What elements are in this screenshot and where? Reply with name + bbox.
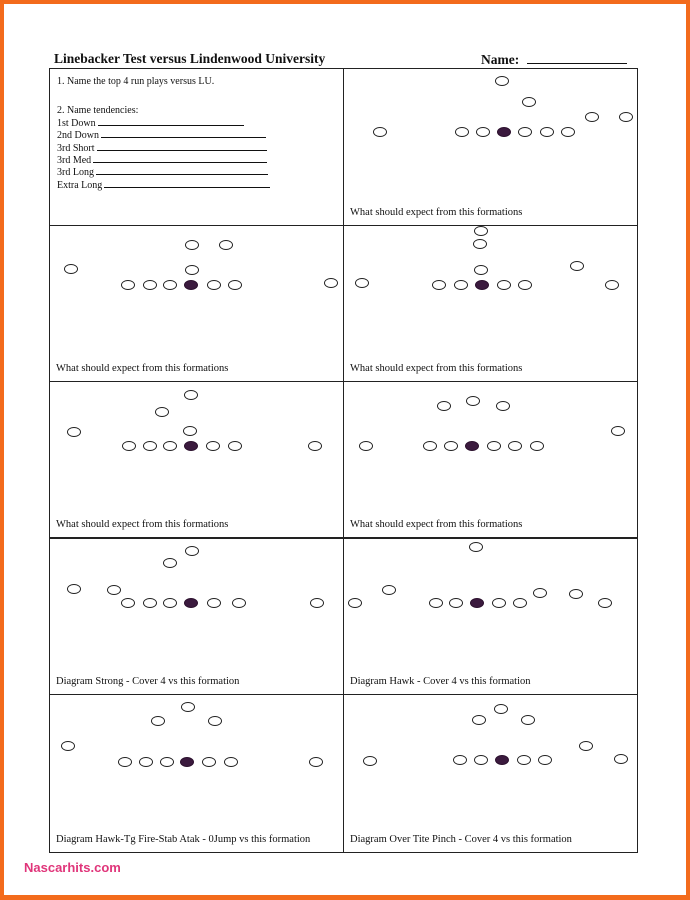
player-marker: [570, 261, 584, 271]
formation-cell-7: [344, 539, 637, 696]
player-marker: [208, 716, 222, 726]
cell-caption: Diagram Hawk - Cover 4 vs this formation: [350, 676, 531, 688]
player-marker: [585, 112, 599, 122]
player-marker: [513, 598, 527, 608]
player-marker: [143, 598, 157, 608]
player-marker: [487, 441, 501, 451]
player-marker: [207, 280, 221, 290]
player-marker: [476, 127, 490, 137]
tendency-label: 3rd Short: [57, 142, 95, 154]
center-marker: [465, 441, 479, 451]
player-marker: [497, 280, 511, 290]
player-marker: [522, 97, 536, 107]
player-marker: [605, 280, 619, 290]
player-marker: [118, 757, 132, 767]
tendency-label: 3rd Long: [57, 167, 94, 179]
player-marker: [495, 76, 509, 86]
formation-grid: [49, 68, 638, 853]
player-marker: [185, 265, 199, 275]
formation-cell-1: [344, 69, 637, 226]
player-marker: [538, 755, 552, 765]
player-marker: [611, 426, 625, 436]
player-marker: [163, 441, 177, 451]
player-marker: [185, 240, 199, 250]
player-marker: [143, 441, 157, 451]
center-marker: [184, 441, 198, 451]
formation-cell-5: [344, 382, 637, 539]
formation-cell-2: [50, 226, 344, 383]
player-marker: [474, 755, 488, 765]
cell-caption: Diagram Hawk-Tg Fire-Stab Atak - 0Jump vs this formation: [56, 834, 311, 845]
player-marker: [473, 239, 487, 249]
cell-caption: Diagram Over Tite Pinch - Cover 4 vs this formation: [350, 834, 572, 845]
player-marker: [143, 280, 157, 290]
player-marker: [206, 441, 220, 451]
player-marker: [533, 588, 547, 598]
player-marker: [619, 112, 633, 122]
player-marker: [569, 589, 583, 599]
player-marker: [183, 426, 197, 436]
name-label: Name:: [481, 52, 523, 67]
question-1: 1. Name the top 4 run plays versus LU.: [57, 76, 215, 87]
cell-caption: Diagram Strong - Cover 4 vs this formation: [56, 676, 240, 688]
player-marker: [355, 278, 369, 288]
player-marker: [309, 757, 323, 767]
player-marker: [185, 546, 199, 556]
player-marker: [202, 757, 216, 767]
player-marker: [232, 598, 246, 608]
tendency-label: 2nd Down: [57, 130, 99, 142]
formation-cell-9: [344, 695, 637, 852]
question-2: 2. Name tendencies:: [57, 105, 139, 117]
formation-cell-4: [50, 382, 344, 539]
player-marker: [517, 755, 531, 765]
tendency-label: 3rd Med: [57, 155, 92, 167]
player-marker: [67, 427, 81, 437]
tendency-label: Extra Long: [57, 179, 103, 191]
player-marker: [521, 715, 535, 725]
player-marker: [466, 396, 480, 406]
player-marker: [324, 278, 338, 288]
player-marker: [163, 280, 177, 290]
player-marker: [207, 598, 221, 608]
answer-line[interactable]: [96, 166, 268, 175]
center-marker: [497, 127, 511, 137]
player-marker: [437, 401, 451, 411]
player-marker: [453, 755, 467, 765]
player-marker: [530, 441, 544, 451]
player-marker: [228, 441, 242, 451]
player-marker: [540, 127, 554, 137]
formation-cell-3: [344, 226, 637, 383]
player-marker: [122, 441, 136, 451]
center-marker: [475, 280, 489, 290]
player-marker: [561, 127, 575, 137]
player-marker: [139, 757, 153, 767]
player-marker: [518, 127, 532, 137]
player-marker: [492, 598, 506, 608]
player-marker: [151, 716, 165, 726]
player-marker: [579, 741, 593, 751]
player-marker: [67, 584, 81, 594]
player-marker: [181, 702, 195, 712]
cell-caption: What should expect from this formations: [350, 363, 523, 375]
player-marker: [219, 240, 233, 250]
cell-caption: What should expect from this formations: [56, 518, 229, 530]
tendency-row[interactable]: [57, 179, 270, 191]
answer-line[interactable]: [104, 179, 270, 188]
player-marker: [444, 441, 458, 451]
player-marker: [508, 441, 522, 451]
name-field[interactable]: [481, 51, 627, 68]
player-marker: [107, 585, 121, 595]
page-title: Linebacker Test versus Lindenwood University: [54, 51, 326, 66]
player-marker: [228, 280, 242, 290]
player-marker: [472, 715, 486, 725]
player-marker: [518, 280, 532, 290]
player-marker: [363, 756, 377, 766]
player-marker: [382, 585, 396, 595]
cell-caption: What should expect from this formations: [350, 206, 523, 218]
player-marker: [494, 704, 508, 714]
player-marker: [359, 441, 373, 451]
player-marker: [160, 757, 174, 767]
formation-cell-8: [50, 695, 344, 852]
answer-line[interactable]: [101, 129, 266, 138]
player-marker: [432, 280, 446, 290]
center-marker: [184, 280, 198, 290]
player-marker: [224, 757, 238, 767]
cell-caption: What should expect from this formations: [56, 363, 229, 375]
formation-cell-6: [50, 539, 344, 696]
tendency-row[interactable]: [57, 117, 270, 129]
center-marker: [470, 598, 484, 608]
player-marker: [474, 265, 488, 275]
questions-block: [57, 76, 270, 191]
player-marker: [121, 598, 135, 608]
player-marker: [155, 407, 169, 417]
player-marker: [449, 598, 463, 608]
tendency-label: 1st Down: [57, 117, 96, 129]
player-marker: [163, 598, 177, 608]
player-marker: [614, 754, 628, 764]
player-marker: [184, 390, 198, 400]
answer-line[interactable]: [93, 154, 267, 163]
player-marker: [373, 127, 387, 137]
name-blank-line[interactable]: [527, 51, 627, 64]
tendency-row[interactable]: [57, 129, 270, 141]
center-marker: [180, 757, 194, 767]
player-marker: [454, 280, 468, 290]
tendency-row[interactable]: [57, 166, 270, 178]
player-marker: [308, 441, 322, 451]
player-marker: [423, 441, 437, 451]
center-marker: [184, 598, 198, 608]
center-marker: [495, 755, 509, 765]
tendency-row[interactable]: [57, 154, 270, 166]
player-marker: [474, 226, 488, 236]
player-marker: [598, 598, 612, 608]
watermark: Nascarhits.com: [24, 860, 121, 875]
player-marker: [429, 598, 443, 608]
answer-line[interactable]: [98, 117, 244, 126]
player-marker: [163, 558, 177, 568]
cell-caption: What should expect from this formations: [350, 518, 523, 530]
player-marker: [310, 598, 324, 608]
questions-cell: [50, 69, 344, 226]
player-marker: [348, 598, 362, 608]
tendency-row[interactable]: [57, 142, 270, 154]
player-marker: [64, 264, 78, 274]
player-marker: [61, 741, 75, 751]
player-marker: [469, 542, 483, 552]
answer-line[interactable]: [97, 142, 267, 151]
player-marker: [496, 401, 510, 411]
player-marker: [121, 280, 135, 290]
player-marker: [455, 127, 469, 137]
